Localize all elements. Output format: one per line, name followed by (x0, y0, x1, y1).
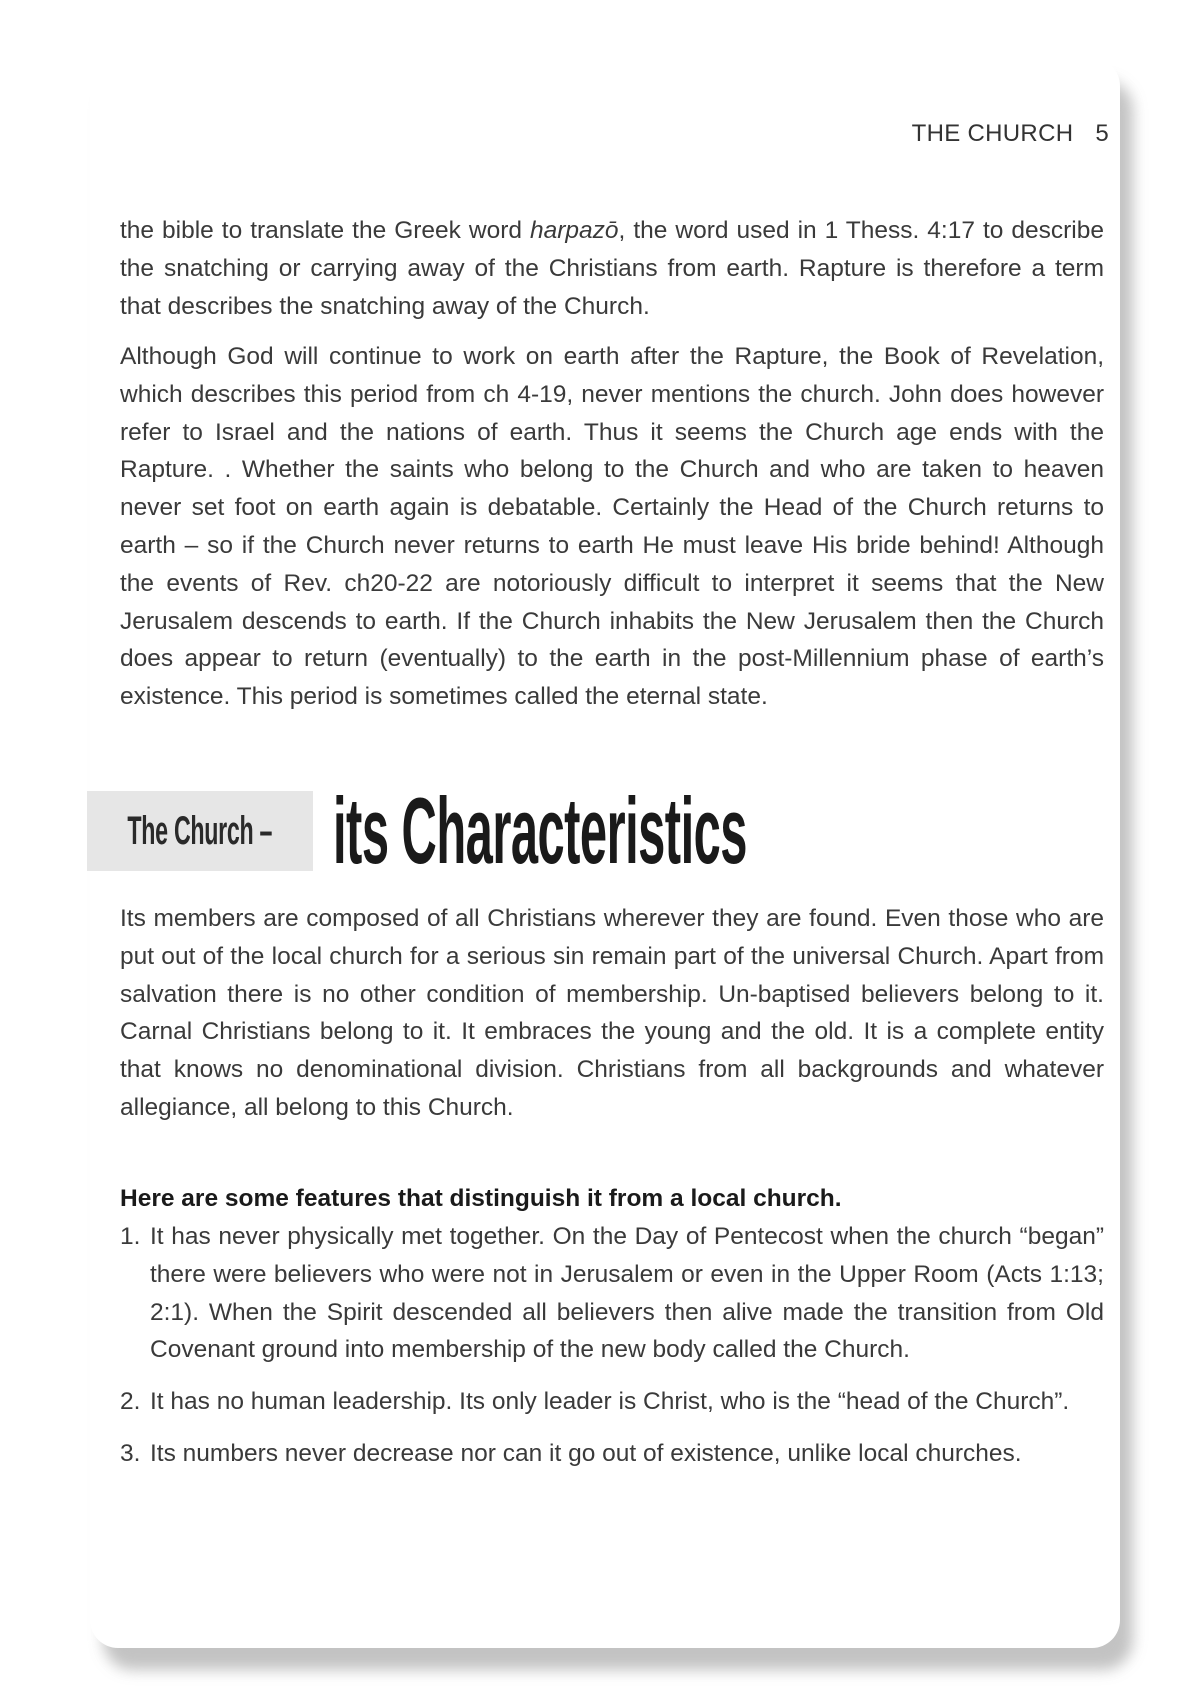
features-list (120, 1218, 1104, 1487)
list-item-number: 2. (120, 1388, 141, 1416)
list-item-text: Its numbers never decrease nor can it go out of existence, unlike local churches. (150, 1439, 1022, 1467)
paragraph-text: , the word used in 1 Thess. 4:17 to describe the snatching or carrying away of the Christians from earth. Rapture is therefore a term that describes the snatching away of the Church. (120, 217, 1105, 320)
running-header-section: THE CHURCH (911, 120, 1074, 147)
section-heading-title: its Characteristics (333, 778, 747, 883)
section-heading-label: The Church – (127, 808, 273, 853)
list-item-text: It has never physically met together. On the Day of Pentecost when the church “began” there were believers who were not in Jerusalem or even in the Upper Room (Acts 1:13; 2:1). When the Spirit descended all believers then alive made the transition from Old Covenant ground into membership of the new body called the Church. (150, 1223, 1104, 1364)
paragraph-after-rapture (120, 338, 1104, 716)
list-item-text: It has no human leadership. Its only leader is Christ, who is the “head of the Church”. (150, 1388, 1070, 1416)
list-item-number: 3. (120, 1439, 141, 1467)
list-item (120, 1435, 1104, 1473)
section-heading-label-box (87, 791, 313, 871)
page-number: 5 (1095, 120, 1109, 147)
running-header (912, 120, 1109, 148)
paragraph-text: Its members are composed of all Christians wherever they are found. Even those who are put out of the local church for a serious sin remain part of the universal Church. Apart from salvation there is no other condition of membership. Un-baptised believers belong to it. Carnal Christians belong to it. It embraces the young and the old. It is a complete entity that knows no denominational division. Christians from all backgrounds and whatever allegiance, all belong to this Church. (120, 905, 1104, 1121)
paragraph-rapture-definition (120, 212, 1104, 325)
list-item (120, 1383, 1104, 1421)
list-item (120, 1218, 1104, 1369)
list-item-number: 1. (120, 1223, 141, 1250)
section-heading (87, 778, 1129, 883)
features-intro: Here are some features that distinguish it from a local church. (120, 1185, 842, 1212)
greek-word: harpazō (530, 217, 619, 244)
paragraph-members (120, 900, 1104, 1127)
paragraph-text: Although God will continue to work on earth after the Rapture, the Book of Revelation, which describes this period from ch 4-19, never mentions the church. John does however refer to Israel and the nations of earth. Thus it seems the Church age ends with the Rapture. . Whether the saints who belong to the Church and who are taken to heaven never set foot on earth again is debatable. Certainly the Head of the Church returns to earth – so if the Church never returns to earth He must leave His bride behind! Although the events of Rev. ch20-22 are notoriously difficult to interpret it seems that the New Jerusalem descends to earth. If the Church inhabits the New Jerusalem then the Church does appear to return (eventually) to the earth in the post-Millennium phase of earth’s existence. This period is sometimes called the eternal state. (120, 343, 1104, 711)
paragraph-text: the bible to translate the Greek word (120, 217, 530, 244)
